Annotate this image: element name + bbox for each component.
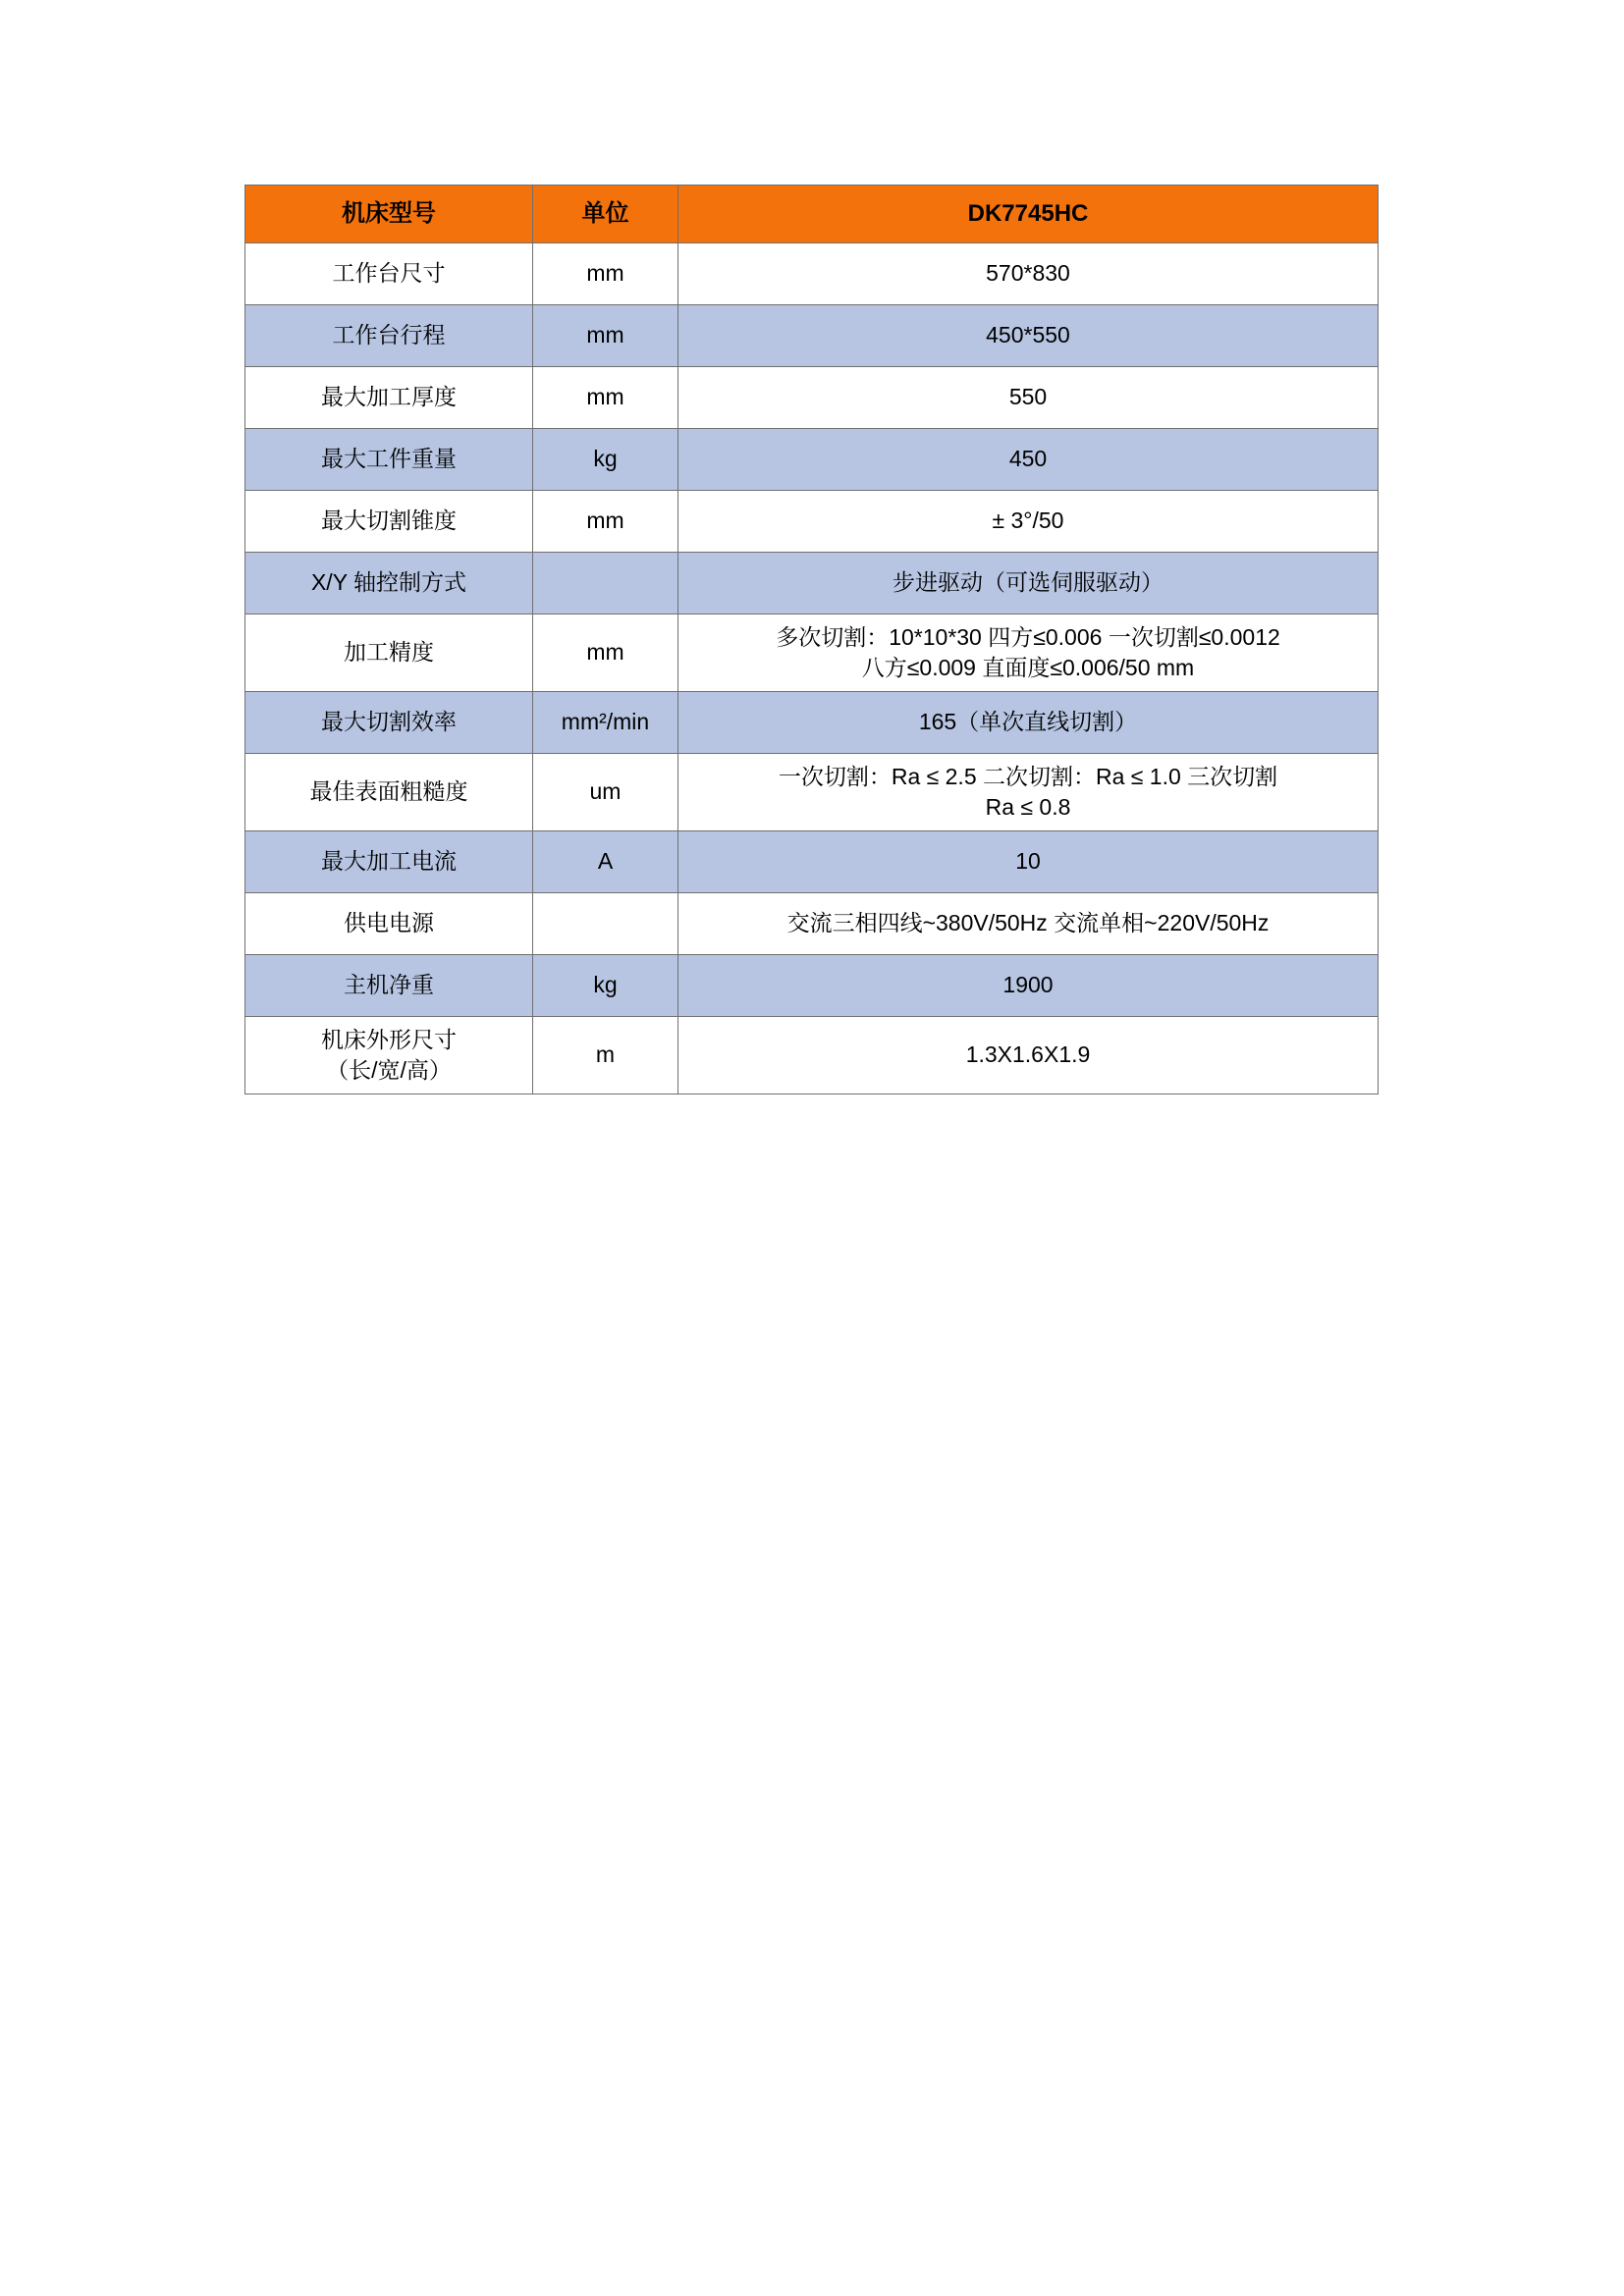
row-label-line-2: （长/宽/高）: [326, 1057, 452, 1083]
row-value-line-1: 一次切割：Ra ≤ 2.5 二次切割：Ra ≤ 1.0 三次切割: [778, 763, 1278, 789]
row-label: 加工精度: [245, 614, 533, 692]
row-value: 450*550: [678, 305, 1379, 367]
header-cell-value: DK7745HC: [678, 186, 1379, 243]
row-unit: mm: [533, 614, 678, 692]
row-value: 1.3X1.6X1.9: [678, 1017, 1379, 1095]
row-label: X/Y 轴控制方式: [245, 553, 533, 614]
table-row: [245, 614, 1379, 692]
row-unit: mm²/min: [533, 692, 678, 754]
row-value-line-2: 八方≤0.009 直面度≤0.006/50 mm: [861, 655, 1195, 680]
machine-specification-table: [244, 185, 1379, 1095]
row-value-line-2: Ra ≤ 0.8: [985, 794, 1071, 820]
row-unit: mm: [533, 243, 678, 305]
row-unit: mm: [533, 367, 678, 429]
row-unit: m: [533, 1017, 678, 1095]
row-label: 最大加工电流: [245, 831, 533, 893]
row-label: 工作台尺寸: [245, 243, 533, 305]
row-label: 供电电源: [245, 893, 533, 955]
row-value-line-1: 多次切割：10*10*30 四方≤0.006 一次切割≤0.0012: [776, 623, 1280, 650]
row-unit: kg: [533, 955, 678, 1017]
row-unit: um: [533, 754, 678, 831]
row-label: 最大切割锥度: [245, 491, 533, 553]
row-value: 步进驱动（可选伺服驱动）: [678, 553, 1379, 614]
row-value: [678, 614, 1379, 692]
table-row: [245, 429, 1379, 491]
row-label: 最大切割效率: [245, 692, 533, 754]
header-cell-unit: 单位: [533, 186, 678, 243]
row-value: 570*830: [678, 243, 1379, 305]
table-row: [245, 692, 1379, 754]
row-value: 550: [678, 367, 1379, 429]
row-label: 最佳表面粗糙度: [245, 754, 533, 831]
row-value: 交流三相四线~380V/50Hz 交流单相~220V/50Hz: [678, 893, 1379, 955]
row-label: 主机净重: [245, 955, 533, 1017]
row-unit: [533, 893, 678, 955]
row-value: 1900: [678, 955, 1379, 1017]
row-label: 最大加工厚度: [245, 367, 533, 429]
row-value: 450: [678, 429, 1379, 491]
row-label: [245, 1017, 533, 1095]
table-row: [245, 893, 1379, 955]
row-value: ± 3°/50: [678, 491, 1379, 553]
row-value: 10: [678, 831, 1379, 893]
row-unit: kg: [533, 429, 678, 491]
table-row: [245, 305, 1379, 367]
table-row: [245, 367, 1379, 429]
table-row: [245, 243, 1379, 305]
table-row: [245, 754, 1379, 831]
row-unit: mm: [533, 491, 678, 553]
row-label: 工作台行程: [245, 305, 533, 367]
row-label: 最大工件重量: [245, 429, 533, 491]
table-row: [245, 491, 1379, 553]
row-label-line-1: 机床外形尺寸: [321, 1026, 457, 1052]
table-row: [245, 1017, 1379, 1095]
row-unit: mm: [533, 305, 678, 367]
row-value: [678, 754, 1379, 831]
row-value: 165（单次直线切割）: [678, 692, 1379, 754]
row-unit: A: [533, 831, 678, 893]
table-row: [245, 553, 1379, 614]
table-header-row: [245, 186, 1379, 243]
table-row: [245, 955, 1379, 1017]
row-unit: [533, 553, 678, 614]
header-cell-model: 机床型号: [245, 186, 533, 243]
table-row: [245, 831, 1379, 893]
